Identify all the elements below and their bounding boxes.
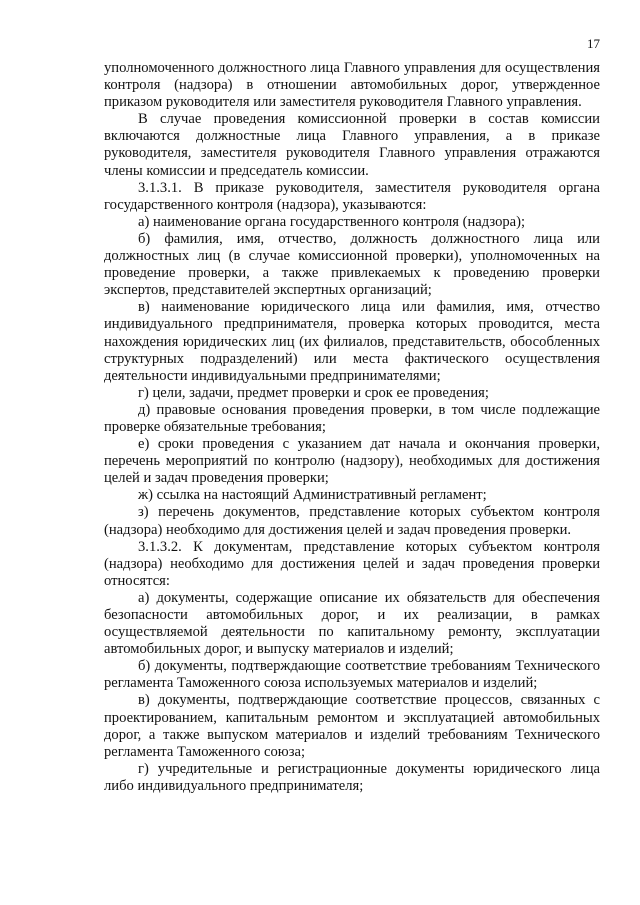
paragraph-16: г) учредительные и регистрационные документы юридического лица либо индивидуального предпринимателя;	[104, 760, 600, 794]
paragraph-9: е) сроки проведения с указанием дат начала и окончания проверки, перечень мероприятий по контролю (надзору), необходимых для достижения целей и задач проведения проверки;	[104, 436, 600, 487]
paragraph-12: 3.1.3.2. К документам, представление которых субъектом контроля (надзора) необходимо для достижения целей и задач проведения проверки относятся:	[104, 538, 600, 589]
paragraph-3: 3.1.3.1. В приказе руководителя, заместителя руководителя органа государственного контроля (надзора), указываются:	[104, 179, 600, 213]
paragraph-6: в) наименование юридического лица или фамилия, имя, отчество индивидуального предпринимателя, проверка которых проводится, места нахождения юридических лиц (их филиалов, представительств, обособленных структурных подразделений) или места фактического осуществления деятельности индивидуальными предпринимателями;	[104, 299, 600, 384]
paragraph-4: а) наименование органа государственного контроля (надзора);	[138, 213, 526, 230]
paragraph-11: з) перечень документов, представление которых субъектом контроля (надзора) необходимо для достижения целей и задач проведения проверки.	[104, 504, 600, 538]
paragraph-13: а) документы, содержащие описание их обязательств для обеспечения безопасности автомобильных дорог, и их реализации, в рамках осуществляемой деятельности по капитальному ремонту, эксплуатации автомобильных дорог, и выпуску материалов и изделий;	[104, 589, 600, 658]
paragraph-10: ж) ссылка на настоящий Административный регламент;	[138, 487, 487, 504]
paragraph-8: д) правовые основания проведения проверки, в том числе подлежащие проверке обязательные требования;	[104, 401, 600, 435]
paragraph-7: г) цели, задачи, предмет проверки и срок ее проведения;	[138, 384, 489, 401]
document-body	[104, 60, 600, 795]
paragraph-2: В случае проведения комиссионной проверки в состав комиссии включаются должностные лица Главного управления, а в приказе руководителя, заместителя руководителя Главного управления отражаются члены комиссии и председатель комиссии.	[104, 111, 600, 179]
paragraph-1: уполномоченного должностного лица Главного управления для осуществления контроля (надзора) в отношении автомобильных дорог, утвержденное приказом руководителя или заместителя руководителя Главного управления.	[104, 60, 600, 111]
paragraph-15: в) документы, подтверждающие соответствие процессов, связанных с проектированием, капитальным ремонтом и эксплуатацией автомобильных дорог, а также выпуском материалов и изделий требованиям Технического регламента Таможенного союза;	[104, 692, 600, 760]
paragraph-5: б) фамилия, имя, отчество, должность должностного лица или должностных лиц (в случае комиссионной проверки), уполномоченных на проведение проверки, а также привлекаемых к проведению проверки экспертов, представителей экспертных организаций;	[104, 230, 600, 299]
paragraph-14: б) документы, подтверждающие соответствие требованиям Технического регламента Таможенного союза используемых материалов и изделий;	[104, 658, 600, 692]
page-number: 17	[587, 36, 600, 51]
